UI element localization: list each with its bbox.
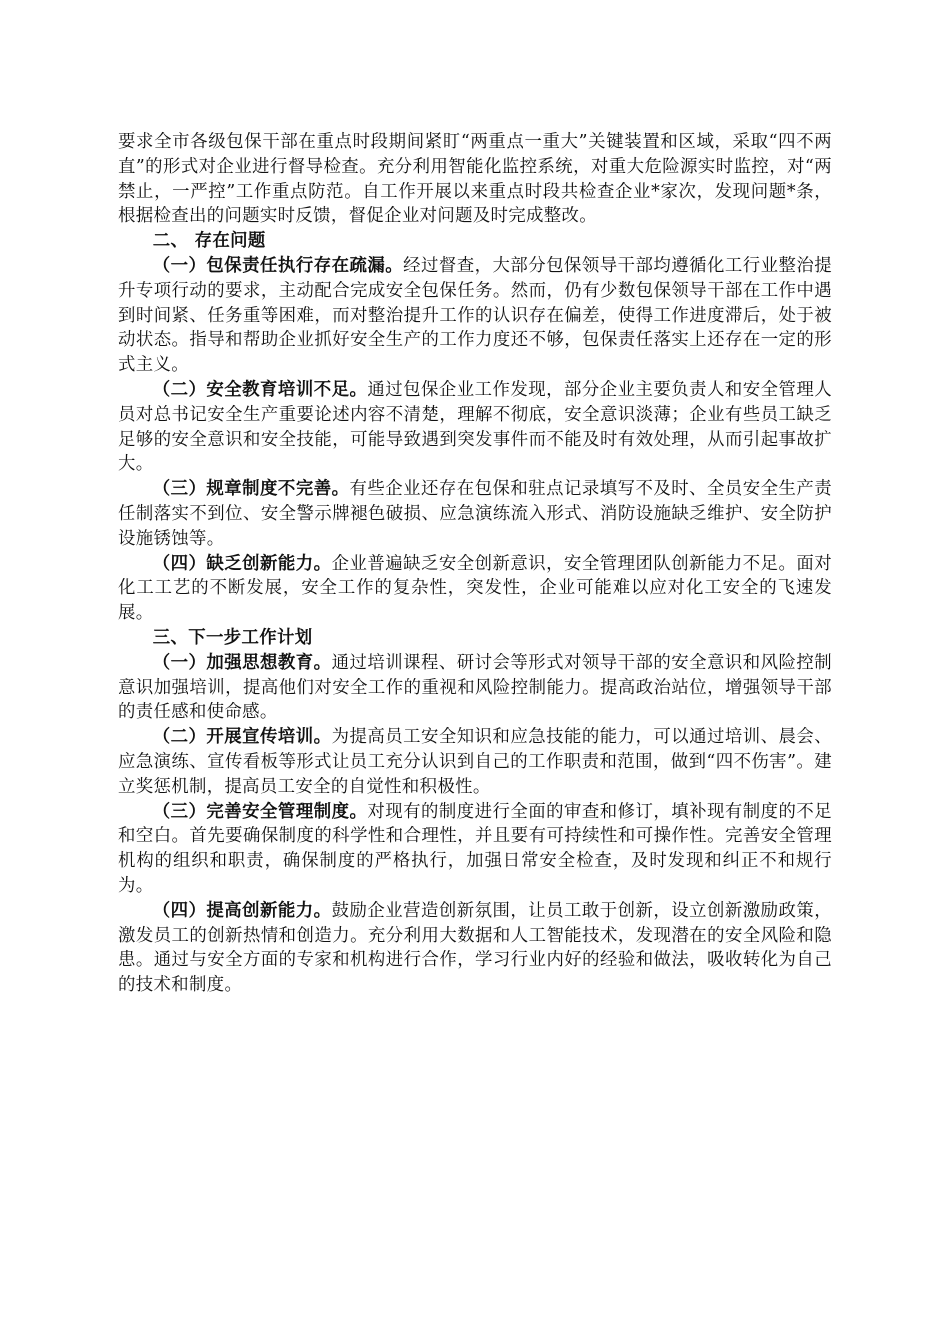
problem-item-2-text: 通过包保企业工作发现，部分企业主要负责人和安全管理人员对总书记安全生产重要论述内容不清楚，理解不彻底，安全意识淡薄；企业有些员工缺乏足够的安全意识和安全技能，可能导致遇到突发事件而不能及时有效处理，从而引起事故扩大。	[118, 379, 832, 475]
plan-item-3-text: 对现有的制度进行全面的审查和修订，填补现有制度的不足和空白。首先要确保制度的科学性和合理性，并且要有可持续性和可操作性。完善安全管理机构的组织和职责，确保制度的严格执行，加强日常安全检查，及时发现和纠正不和规行为。	[118, 801, 832, 896]
problem-item-2	[118, 378, 832, 477]
problem-item-3-text: 有些企业还存在包保和驻点记录填写不及时、全员安全生产责任制落实不到位、安全警示牌褪色破损、应急演练流入形式、消防设施缺乏维护、安全防护设施锈蚀等。	[118, 479, 832, 549]
plan-item-4-text: 鼓励企业营造创新氛围，让员工敢于创新，设立创新激励政策，激发员工的创新热情和创造力。充分利用大数据和人工智能技术，发现潜在的安全风险和隐患。通过与安全方面的专家和机构进行合作，学习行业内好的经验和做法，吸收转化为自己的技术和制度。	[118, 900, 832, 996]
intro-paragraph: 要求全市各级包保干部在重点时段期间紧盯“两重点一重大”关键装置和区域，采取“四不两直”的形式对企业进行督导检查。充分利用智能化监控系统，对重大危险源实时监控，对“两禁止，一严控”工作重点防范。自工作开展以来重点时段共检查企业*家次，发现问题*条，根据检查出的问题实时反馈，督促企业对问题及时完成整改。	[118, 132, 832, 227]
section-heading-next-steps: 三、下一步工作计划	[152, 627, 313, 648]
problem-item-3-title: （三）规章制度不完善。	[152, 479, 350, 500]
problem-item-4-text: 企业普遍缺乏安全创新意识，安全管理团队创新能力不足。面对化工工艺的不断发展，安全工作的复杂性，突发性，企业可能难以应对化工安全的飞速发展。	[118, 553, 832, 624]
problem-item-4	[118, 552, 832, 626]
problem-item-3	[118, 477, 832, 551]
document-page	[118, 130, 832, 998]
problem-item-1	[118, 254, 832, 378]
plan-item-3-title: （三）完善安全管理制度。	[152, 801, 368, 822]
problem-item-1-text: 经过督查，大部分包保领导干部均遵循化工行业整治提升专项行动的要求，主动配合完成安全包保任务。然而，仍有少数包保领导干部在工作中遇到时间紧、任务重等困难，而对整治提升工作的认识存在偏差，使得工作进度滞后，处于被动状态。指导和帮助企业抓好安全生产的工作力度还不够，包保责任落实上还存在一定的形式主义。	[118, 255, 832, 376]
problem-item-2-title: （二）安全教育培训不足。	[152, 379, 368, 400]
plan-item-4	[118, 899, 832, 998]
plan-item-3	[118, 800, 832, 899]
plan-item-1-text: 通过培训课程、研讨会等形式对领导干部的安全意识和风险控制意识加强培训，提高他们对安全工作的重视和风险控制能力。提高政治站位，增强领导干部的责任感和使命感。	[118, 652, 832, 723]
problem-item-1-title: （一）包保责任执行存在疏漏。	[152, 255, 404, 276]
plan-item-2-text: 为提高员工安全知识和应急技能的能力，可以通过培训、晨会、应急演练、宣传看板等形式让员工充分认识到自己的工作职责和范围，做到“四不伤害”。建立奖惩机制，提高员工安全的自觉性和积极性。	[118, 727, 832, 797]
section-heading-problems: 二、 存在问题	[152, 231, 266, 252]
plan-item-2	[118, 725, 832, 799]
problem-item-4-title: （四）缺乏创新能力。	[152, 553, 332, 574]
plan-item-1	[118, 651, 832, 725]
plan-item-2-title: （二）开展宣传培训。	[152, 727, 332, 748]
plan-item-1-title: （一）加强思想教育。	[152, 652, 332, 673]
plan-item-4-title: （四）提高创新能力。	[152, 900, 332, 921]
